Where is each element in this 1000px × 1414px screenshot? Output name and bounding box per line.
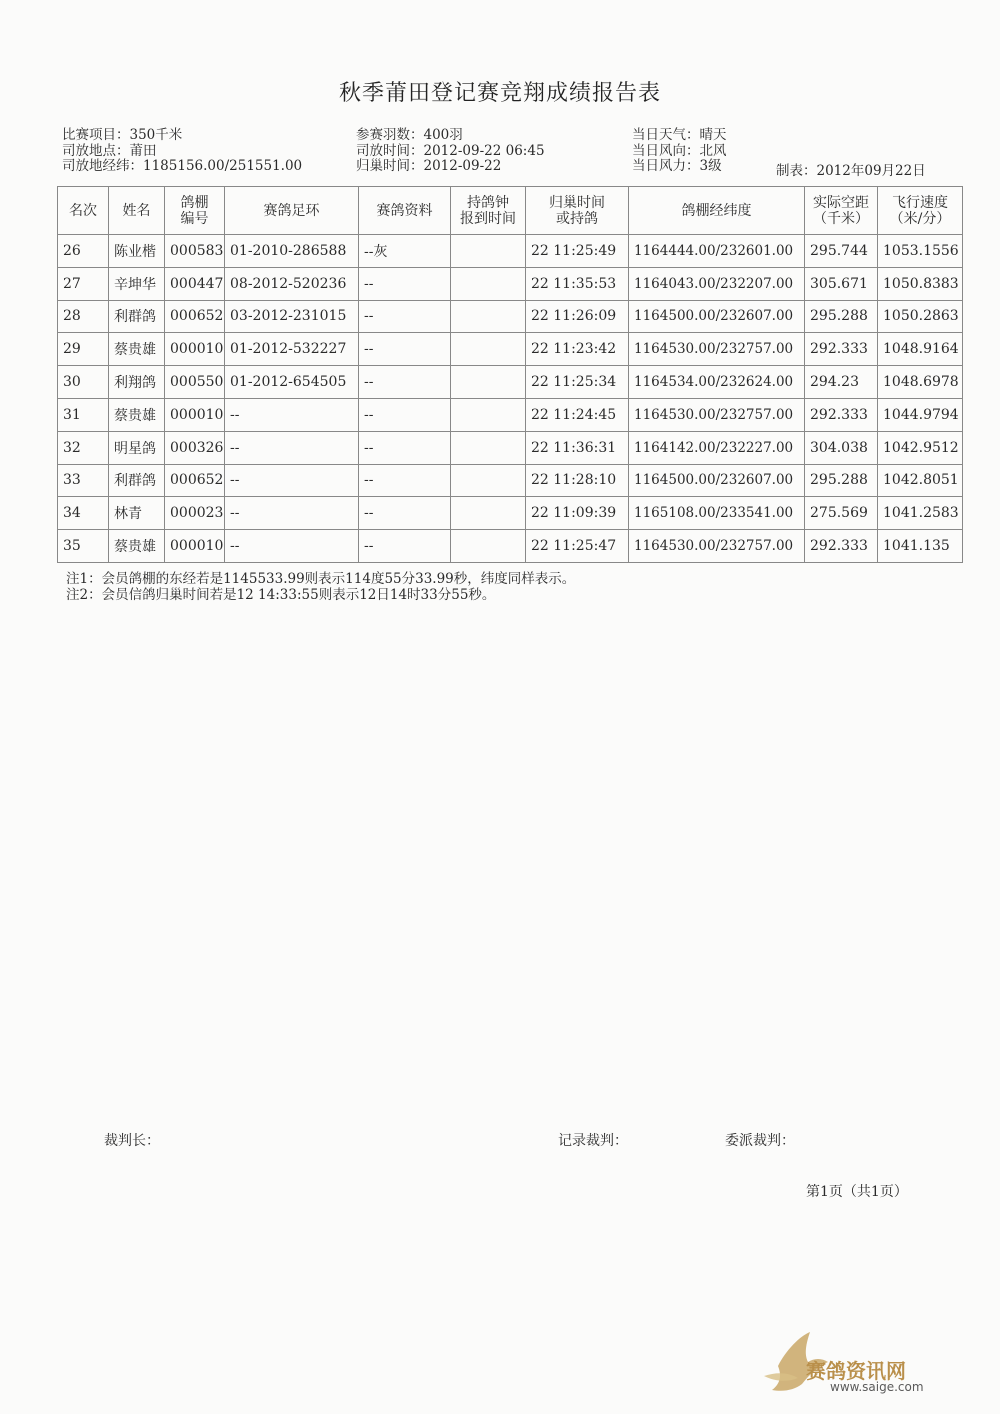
rank-cell: 33	[58, 464, 109, 497]
distance-cell: 305.671	[805, 267, 878, 300]
distance-cell: 295.744	[805, 235, 878, 268]
coords-cell: 1164530.00/232757.00	[629, 530, 805, 563]
table-row	[58, 497, 963, 530]
coords-cell: 1164043.00/232207.00	[629, 267, 805, 300]
meta-release-coords: 司放地经纬：1185156.00/251551.00	[62, 158, 303, 174]
table-row	[58, 530, 963, 563]
table-row	[58, 267, 963, 300]
table-row	[58, 398, 963, 431]
note-2: 注2：会员信鸽归巢时间若是12 14:33:55则表示12日14时33分55秒。	[66, 587, 496, 603]
distance-cell: 292.333	[805, 530, 878, 563]
distance-cell: 292.333	[805, 398, 878, 431]
page-title: 秋季莆田登记赛竞翔成绩报告表	[338, 81, 661, 106]
column-header: 名次	[58, 187, 109, 235]
pigeon-info-cell: --	[359, 431, 451, 464]
table-row	[58, 235, 963, 268]
name-cell: 利翔鸽	[109, 366, 165, 399]
clock-time-cell	[451, 366, 526, 399]
chief-referee-label: 裁判长：	[104, 1133, 160, 1149]
pigeon-info-cell: --	[359, 398, 451, 431]
clock-time-cell	[451, 464, 526, 497]
return-time-cell: 22 11:35:53	[526, 267, 629, 300]
appointed-referee-label: 委派裁判：	[725, 1133, 795, 1149]
meta-column-1	[62, 128, 302, 175]
speed-cell: 1041.135	[878, 530, 963, 563]
rank-cell: 26	[58, 235, 109, 268]
loft-id-cell: 000550	[165, 366, 225, 399]
column-header: 赛鸽足环	[225, 187, 359, 235]
meta-made-date: 制表：2012年09月22日	[776, 163, 926, 179]
column-header: 持鸽钟 报到时间	[451, 187, 526, 235]
clock-time-cell	[451, 333, 526, 366]
ring-cell: 01-2012-654505	[225, 366, 359, 399]
recording-referee-label: 记录裁判：	[558, 1133, 628, 1149]
clock-time-cell	[451, 398, 526, 431]
speed-cell: 1050.2863	[878, 300, 963, 333]
speed-cell: 1042.9512	[878, 431, 963, 464]
speed-cell: 1048.6978	[878, 366, 963, 399]
table-row	[58, 464, 963, 497]
column-header: 赛鸽资料	[359, 187, 451, 235]
return-time-cell: 22 11:09:39	[526, 497, 629, 530]
name-cell: 林青	[109, 497, 165, 530]
return-time-cell: 22 11:24:45	[526, 398, 629, 431]
return-time-cell: 22 11:36:31	[526, 431, 629, 464]
speed-cell: 1042.8051	[878, 464, 963, 497]
ring-cell: 03-2012-231015	[225, 300, 359, 333]
meta-column-3	[632, 128, 727, 175]
column-header: 鸽棚经纬度	[629, 187, 805, 235]
pigeon-info-cell: --灰	[359, 235, 451, 268]
meta-wind-direction: 当日风向：北风	[632, 142, 727, 159]
meta-weather: 当日天气：晴天	[632, 127, 727, 143]
return-time-cell: 22 11:25:49	[526, 235, 629, 268]
distance-cell: 292.333	[805, 333, 878, 366]
loft-id-cell: 000010	[165, 398, 225, 431]
coords-cell: 1164530.00/232757.00	[629, 398, 805, 431]
distance-cell: 295.288	[805, 464, 878, 497]
return-time-cell: 22 11:25:47	[526, 530, 629, 563]
meta-entries: 参赛羽数：400羽	[356, 127, 463, 143]
ring-cell: 01-2010-286588	[225, 235, 359, 268]
distance-cell: 294.23	[805, 366, 878, 399]
clock-time-cell	[451, 300, 526, 333]
pigeon-info-cell: --	[359, 497, 451, 530]
watermark-site-name: 赛鸽资讯网	[806, 1359, 906, 1383]
speed-cell: 1053.1556	[878, 235, 963, 268]
pigeon-info-cell: --	[359, 300, 451, 333]
pigeon-info-cell: --	[359, 530, 451, 563]
name-cell: 明星鸽	[109, 431, 165, 464]
table-header-row	[58, 187, 963, 235]
ring-cell: --	[225, 431, 359, 464]
table-row	[58, 431, 963, 464]
column-header: 姓名	[109, 187, 165, 235]
coords-cell: 1164444.00/232601.00	[629, 235, 805, 268]
speed-cell: 1041.2583	[878, 497, 963, 530]
pigeon-info-cell: --	[359, 366, 451, 399]
rank-cell: 35	[58, 530, 109, 563]
loft-id-cell: 000326	[165, 431, 225, 464]
pigeon-info-cell: --	[359, 333, 451, 366]
coords-cell: 1164500.00/232607.00	[629, 464, 805, 497]
distance-cell: 295.288	[805, 300, 878, 333]
coords-cell: 1164530.00/232757.00	[629, 333, 805, 366]
meta-release-place: 司放地点：莆田	[62, 142, 157, 159]
clock-time-cell	[451, 235, 526, 268]
name-cell: 陈业楷	[109, 235, 165, 268]
page-number: 第1页（共1页）	[806, 1184, 908, 1200]
watermark-url: www.saige.com	[830, 1380, 924, 1394]
name-cell: 蔡贵雄	[109, 530, 165, 563]
coords-cell: 1165108.00/233541.00	[629, 497, 805, 530]
loft-id-cell: 000010	[165, 530, 225, 563]
table-row	[58, 366, 963, 399]
name-cell: 利群鸽	[109, 300, 165, 333]
rank-cell: 32	[58, 431, 109, 464]
column-header: 鸽棚 编号	[165, 187, 225, 235]
speed-cell: 1050.8383	[878, 267, 963, 300]
table-row	[58, 333, 963, 366]
rank-cell: 28	[58, 300, 109, 333]
table-row	[58, 300, 963, 333]
clock-time-cell	[451, 267, 526, 300]
column-header: 实际空距 （千米）	[805, 187, 878, 235]
loft-id-cell: 000652	[165, 300, 225, 333]
speed-cell: 1048.9164	[878, 333, 963, 366]
coords-cell: 1164500.00/232607.00	[629, 300, 805, 333]
notes	[66, 571, 575, 603]
ring-cell: 08-2012-520236	[225, 267, 359, 300]
note-1: 注1：会员鸽棚的东经若是1145533.99则表示114度55分33.99秒，纬度同样表示。	[66, 571, 576, 587]
pigeon-info-cell: --	[359, 267, 451, 300]
rank-cell: 34	[58, 497, 109, 530]
table-body	[58, 235, 963, 563]
column-header: 归巢时间 或持鸽	[526, 187, 629, 235]
return-time-cell: 22 11:25:34	[526, 366, 629, 399]
return-time-cell: 22 11:28:10	[526, 464, 629, 497]
name-cell: 蔡贵雄	[109, 398, 165, 431]
pigeon-info-cell: --	[359, 464, 451, 497]
loft-id-cell: 000010	[165, 333, 225, 366]
rank-cell: 31	[58, 398, 109, 431]
clock-time-cell	[451, 530, 526, 563]
meta-release-time: 司放时间：2012-09-22 06:45	[356, 142, 545, 159]
loft-id-cell: 000447	[165, 267, 225, 300]
name-cell: 蔡贵雄	[109, 333, 165, 366]
ring-cell: --	[225, 398, 359, 431]
meta-wind-force: 当日风力：3级	[632, 158, 722, 174]
loft-id-cell: 000023	[165, 497, 225, 530]
coords-cell: 1164534.00/232624.00	[629, 366, 805, 399]
rank-cell: 29	[58, 333, 109, 366]
ring-cell: --	[225, 464, 359, 497]
meta-return-date: 归巢时间：2012-09-22	[356, 158, 502, 174]
meta-column-2	[356, 128, 545, 175]
rank-cell: 30	[58, 366, 109, 399]
return-time-cell: 22 11:26:09	[526, 300, 629, 333]
meta-race-item: 比赛项目：350千米	[62, 127, 183, 143]
name-cell: 辛坤华	[109, 267, 165, 300]
coords-cell: 1164142.00/232227.00	[629, 431, 805, 464]
results-table	[57, 186, 963, 563]
return-time-cell: 22 11:23:42	[526, 333, 629, 366]
ring-cell: 01-2012-532227	[225, 333, 359, 366]
distance-cell: 304.038	[805, 431, 878, 464]
name-cell: 利群鸽	[109, 464, 165, 497]
loft-id-cell: 000652	[165, 464, 225, 497]
clock-time-cell	[451, 497, 526, 530]
loft-id-cell: 000583	[165, 235, 225, 268]
ring-cell: --	[225, 530, 359, 563]
rank-cell: 27	[58, 267, 109, 300]
column-header: 飞行速度 （米/分）	[878, 187, 963, 235]
ring-cell: --	[225, 497, 359, 530]
clock-time-cell	[451, 431, 526, 464]
speed-cell: 1044.9794	[878, 398, 963, 431]
distance-cell: 275.569	[805, 497, 878, 530]
